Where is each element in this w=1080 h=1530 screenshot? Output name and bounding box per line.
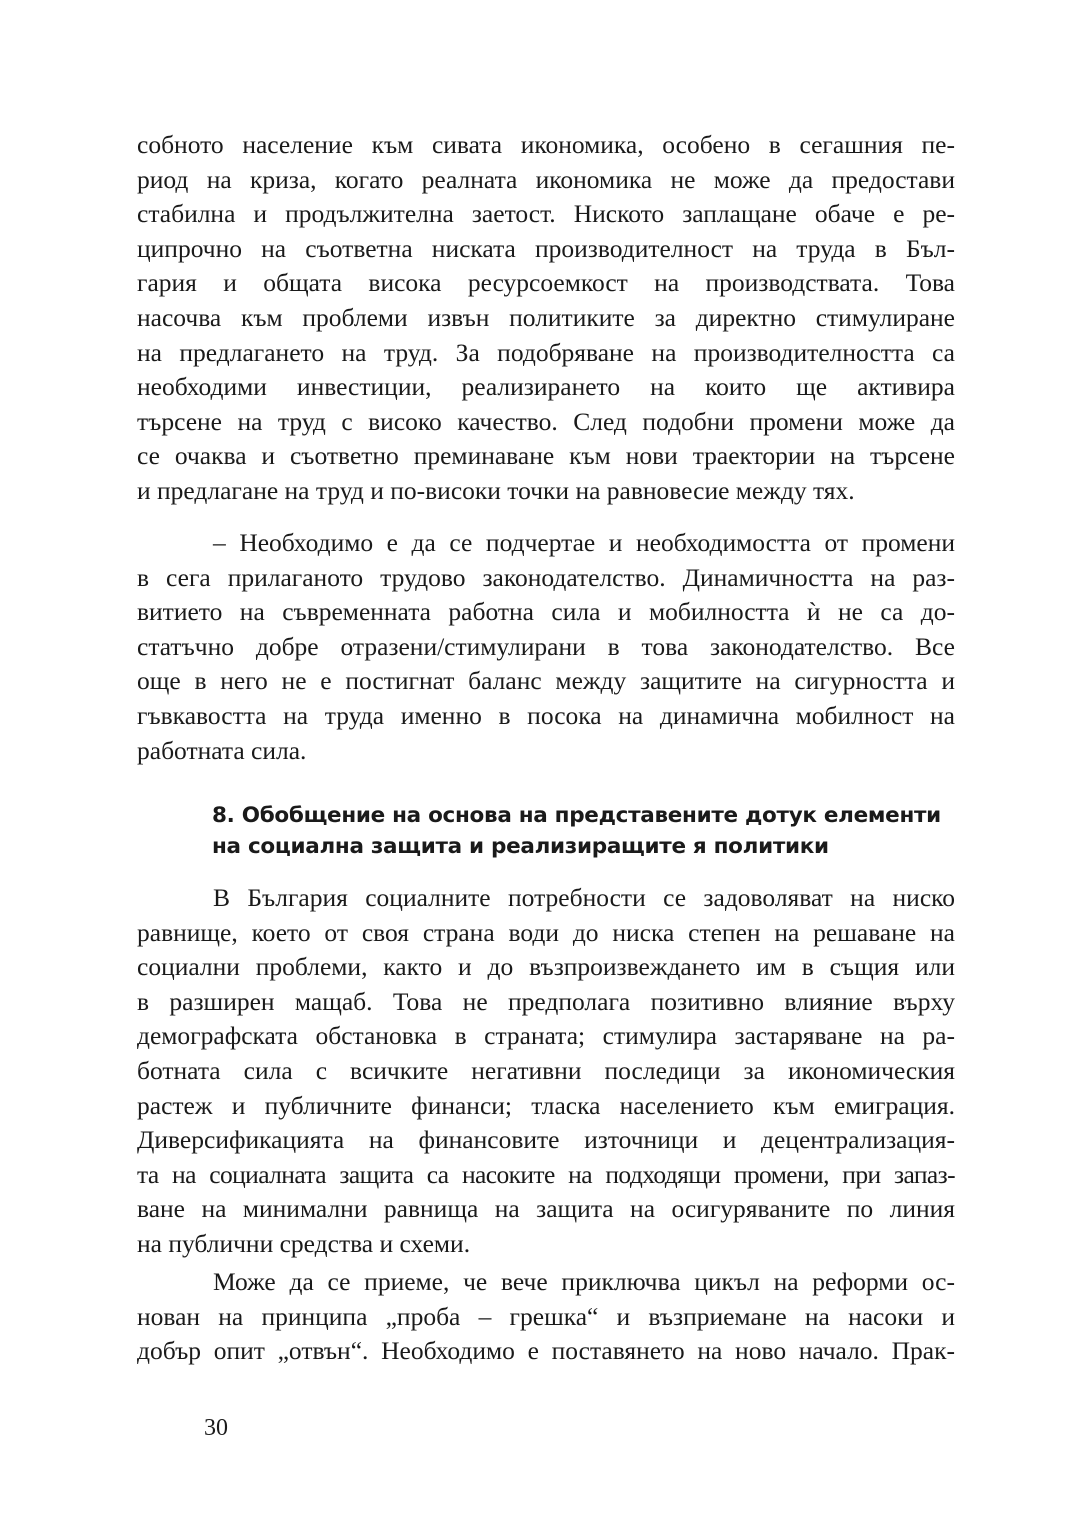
text-line: гария и общата висока ресурсоемкост на производствата. Това: [137, 268, 955, 298]
text-line: Диверсификацията на финансовите източници и децентрализация-: [137, 1125, 955, 1155]
text-line: витието на съвременната работна сила и мобилността ѝ не са до-: [137, 597, 955, 627]
text-line: Може да се приеме, че вече приключва цикъл на реформи ос-: [213, 1267, 955, 1296]
text-line: в сега прилаганото трудово законодателство. Динамичността на раз-: [137, 562, 955, 592]
text-line: риод на криза, когато реалната икономика не може да предостави: [137, 164, 955, 194]
text-line: ципрочно на съответна ниската производителност на труда в Бъл-: [137, 233, 955, 263]
text-line: равнище, което от своя страна води до ниска степен на решаване на: [137, 917, 955, 947]
heading-line: на социална защита и реализиращите я политики: [212, 834, 829, 859]
text-line: растеж и публичните финанси; тласка населението към емиграция.: [137, 1090, 955, 1120]
text-line: необходими инвестиции, реализирането на които ще активира: [137, 372, 955, 402]
text-line: статъчно добре отразени/стимулирани в това законодателство. Все: [137, 631, 955, 661]
text-line: нован на принципа „проба – грешка“ и възприемане на насоки и: [137, 1301, 955, 1331]
text-line: та на социалната защита са насоките на подходящи промени, при запаз-: [137, 1159, 955, 1189]
text-line: на предлагането на труд. За подобряване на производителността са: [137, 337, 955, 367]
text-line: ботната сила с всичките негативни последици за икономическия: [137, 1055, 955, 1085]
text-line: насочва към проблеми извън политиките за директно стимулиране: [137, 302, 955, 332]
text-line: стабилна и продължителна заетост. Ниското заплащане обаче е ре-: [137, 199, 955, 229]
text-line: работната сила.: [137, 735, 307, 765]
text-line: още в него не е постигнат баланс между защитите на сигурността и: [137, 666, 955, 696]
paragraph-4: [137, 1265, 955, 1369]
text-line: В България социалните потребности се задоволяват на ниско: [213, 883, 955, 912]
page-number: 30: [204, 1415, 228, 1441]
text-line: и предлагане на труд и по-високи точки на равновесие между тях.: [137, 475, 855, 505]
text-line: гъвкавостта на труда именно в посока на динамична мобилност на: [137, 700, 955, 730]
text-line: се очаква и съответно преминаване към нови траектории на търсене: [137, 441, 955, 471]
heading-line: 8. Обобщение на основа на представените дотук елементи: [212, 803, 941, 828]
text-line: в разширен мащаб. Това не предполага позитивно влияние върху: [137, 986, 955, 1016]
text-line: добър опит „отвън“. Необходимо е поставянето на ново начало. Прак-: [137, 1336, 955, 1366]
text-line: – Необходимо е да се подчертае и необходимостта от промени: [213, 528, 955, 557]
text-line: на публични средства и схеми.: [137, 1228, 471, 1258]
text-line: демографската обстановка в страната; стимулира застаряване на ра-: [137, 1021, 955, 1051]
text-line: собното население към сивата икономика, особено в сегашния пе-: [137, 130, 955, 159]
text-line: търсене на труд с високо качество. След подобни промени може да: [137, 406, 955, 436]
text-line: ване на минимални равнища на защита на осигуряваните по линия: [137, 1194, 955, 1224]
text-line: социални проблеми, както и до възпроизвеждането им в същия или: [137, 952, 955, 982]
paragraph-2: [137, 526, 955, 768]
paragraph-3: [137, 881, 955, 1262]
section-heading: [212, 800, 957, 862]
paragraph-1: [137, 128, 955, 509]
